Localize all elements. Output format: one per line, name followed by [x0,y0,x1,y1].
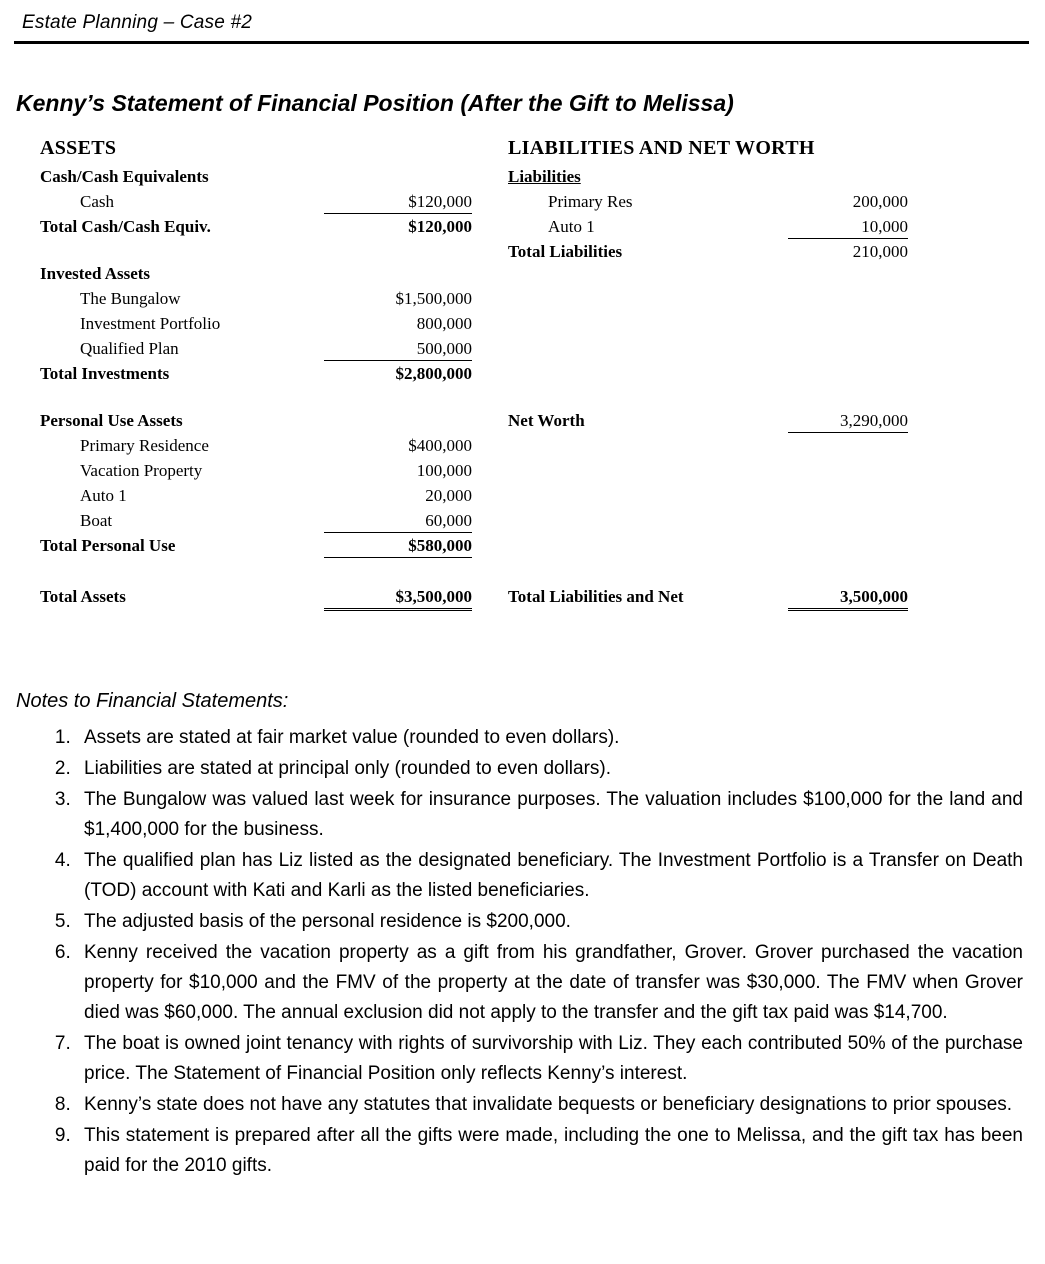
total-assets-amount: $3,500,000 [324,587,472,611]
note-item: 1. Assets are stated at fair market value (rounded to even dollars). [76,723,1029,753]
total-liabilities-net-label: Total Liabilities and Net [508,587,684,606]
section-title: Cash/Cash Equivalents [40,167,209,186]
spacer [40,242,472,264]
line-item-row [508,192,908,217]
notes-heading: Notes to Financial Statements: [16,690,289,712]
line-item-amount: $120,000 [324,192,472,214]
line-item-amount: 10,000 [788,217,908,239]
note-item: 7. The boat is owned joint tenancy with rights of survivorship with Liz. They each contributed 50% of the purchase price. The Statement of Financial Position only reflects Kenny’s interest. [76,1029,1029,1089]
spacer [40,389,472,411]
net-worth-amount: 3,290,000 [788,411,908,433]
subtotal-row [40,364,472,389]
note-item: 4. The qualified plan has Liz listed as the designated beneficiary. The Investment Portfolio is a Transfer on Death (TOD) account with Kati and Karli as the listed beneficiaries. [76,846,1029,906]
note-item: 3. The Bungalow was valued last week for insurance purposes. The valuation includes $100,000 for the land and $1,400,000 for the business. [76,785,1029,845]
line-item-row [40,192,472,217]
liabilities-heading: LIABILITIES AND NET WORTH [508,137,815,159]
line-item-amount: 60,000 [324,511,472,533]
net-worth-row [508,411,908,436]
line-item-label: Primary Residence [80,436,209,455]
note-item: 8. Kenny’s state does not have any statutes that invalidate bequests or beneficiary designations to prior spouses. [76,1090,1029,1120]
note-item: 5. The adjusted basis of the personal residence is $200,000. [76,907,1029,937]
line-item-row [508,217,908,242]
liabilities-column [508,137,908,612]
total-assets-label: Total Assets [40,587,126,606]
total-assets-row [40,587,472,612]
line-item-amount: 500,000 [324,339,472,361]
section-title: Personal Use Assets [40,411,183,430]
subtotal-amount: $120,000 [408,217,472,236]
subtotal-label: Total Personal Use [40,536,176,555]
total-liabilities-net-amount: 3,500,000 [788,587,908,611]
line-item-amount: 200,000 [852,192,908,211]
line-item-amount: 100,000 [416,461,472,480]
line-item-label: Auto 1 [548,217,595,236]
cash-section-title-row [40,167,472,192]
note-item: 9. This statement is prepared after all the gifts were made, including the one to Melissa, and the gift tax has been paid for the 2010 gifts. [76,1121,1029,1181]
subtotal-amount: $580,000 [324,536,472,558]
line-item-row [40,461,472,486]
notes-section [14,690,1029,1181]
assets-column [40,137,472,612]
line-item-amount: $400,000 [408,436,472,455]
subtotal-label: Total Liabilities [508,242,623,261]
line-item-amount: 20,000 [425,486,472,505]
line-item-label: Investment Portfolio [80,314,221,333]
line-item-amount: $1,500,000 [395,289,472,308]
line-item-label: Boat [80,511,113,530]
line-item-row [40,486,472,511]
line-item-label: Vacation Property [80,461,203,480]
total-liabilities-net-row [508,587,908,612]
subtotal-label: Total Cash/Cash Equiv. [40,217,211,236]
invested-section-title-row [40,264,472,289]
subtotal-row [40,217,472,242]
section-title: Liabilities [508,167,581,186]
line-item-row [40,314,472,339]
header-rule [14,41,1029,44]
spacer [40,561,472,587]
line-item-label: Qualified Plan [80,339,179,358]
line-item-row [40,436,472,461]
line-item-label: Auto 1 [80,486,127,505]
subtotal-row [40,536,472,561]
section-title: Invested Assets [40,264,151,283]
line-item-amount: 800,000 [416,314,472,333]
line-item-row [40,511,472,536]
subtotal-amount: $2,800,000 [395,364,472,383]
personal-section-title-row [40,411,472,436]
notes-list [14,723,1029,1181]
line-item-row [40,339,472,364]
subtotal-label: Total Investments [40,364,170,383]
course-header: Estate Planning – Case #2 [22,12,252,33]
financial-statement [14,137,1029,612]
note-item: 2. Liabilities are stated at principal only (rounded to even dollars). [76,754,1029,784]
page-title: Kenny’s Statement of Financial Position (After the Gift to Melissa) [16,90,734,116]
note-item: 6. Kenny received the vacation property as a gift from his grandfather, Grover. Grover purchased the vacation property for $10,000 and the FMV of the property at the date of transfer was $30,000. The FMV when Grover died was $60,000. The annual exclusion did not apply to the transfer and the gift tax paid was $14,700. [76,938,1029,1028]
line-item-label: Primary Res [548,192,633,211]
line-item-row [40,289,472,314]
line-item-label: Cash [80,192,114,211]
line-item-label: The Bungalow [80,289,181,308]
liabilities-section-title-row [508,167,908,192]
assets-heading: ASSETS [40,137,117,159]
subtotal-row [508,242,908,267]
net-worth-label: Net Worth [508,411,585,430]
subtotal-amount: 210,000 [852,242,908,261]
